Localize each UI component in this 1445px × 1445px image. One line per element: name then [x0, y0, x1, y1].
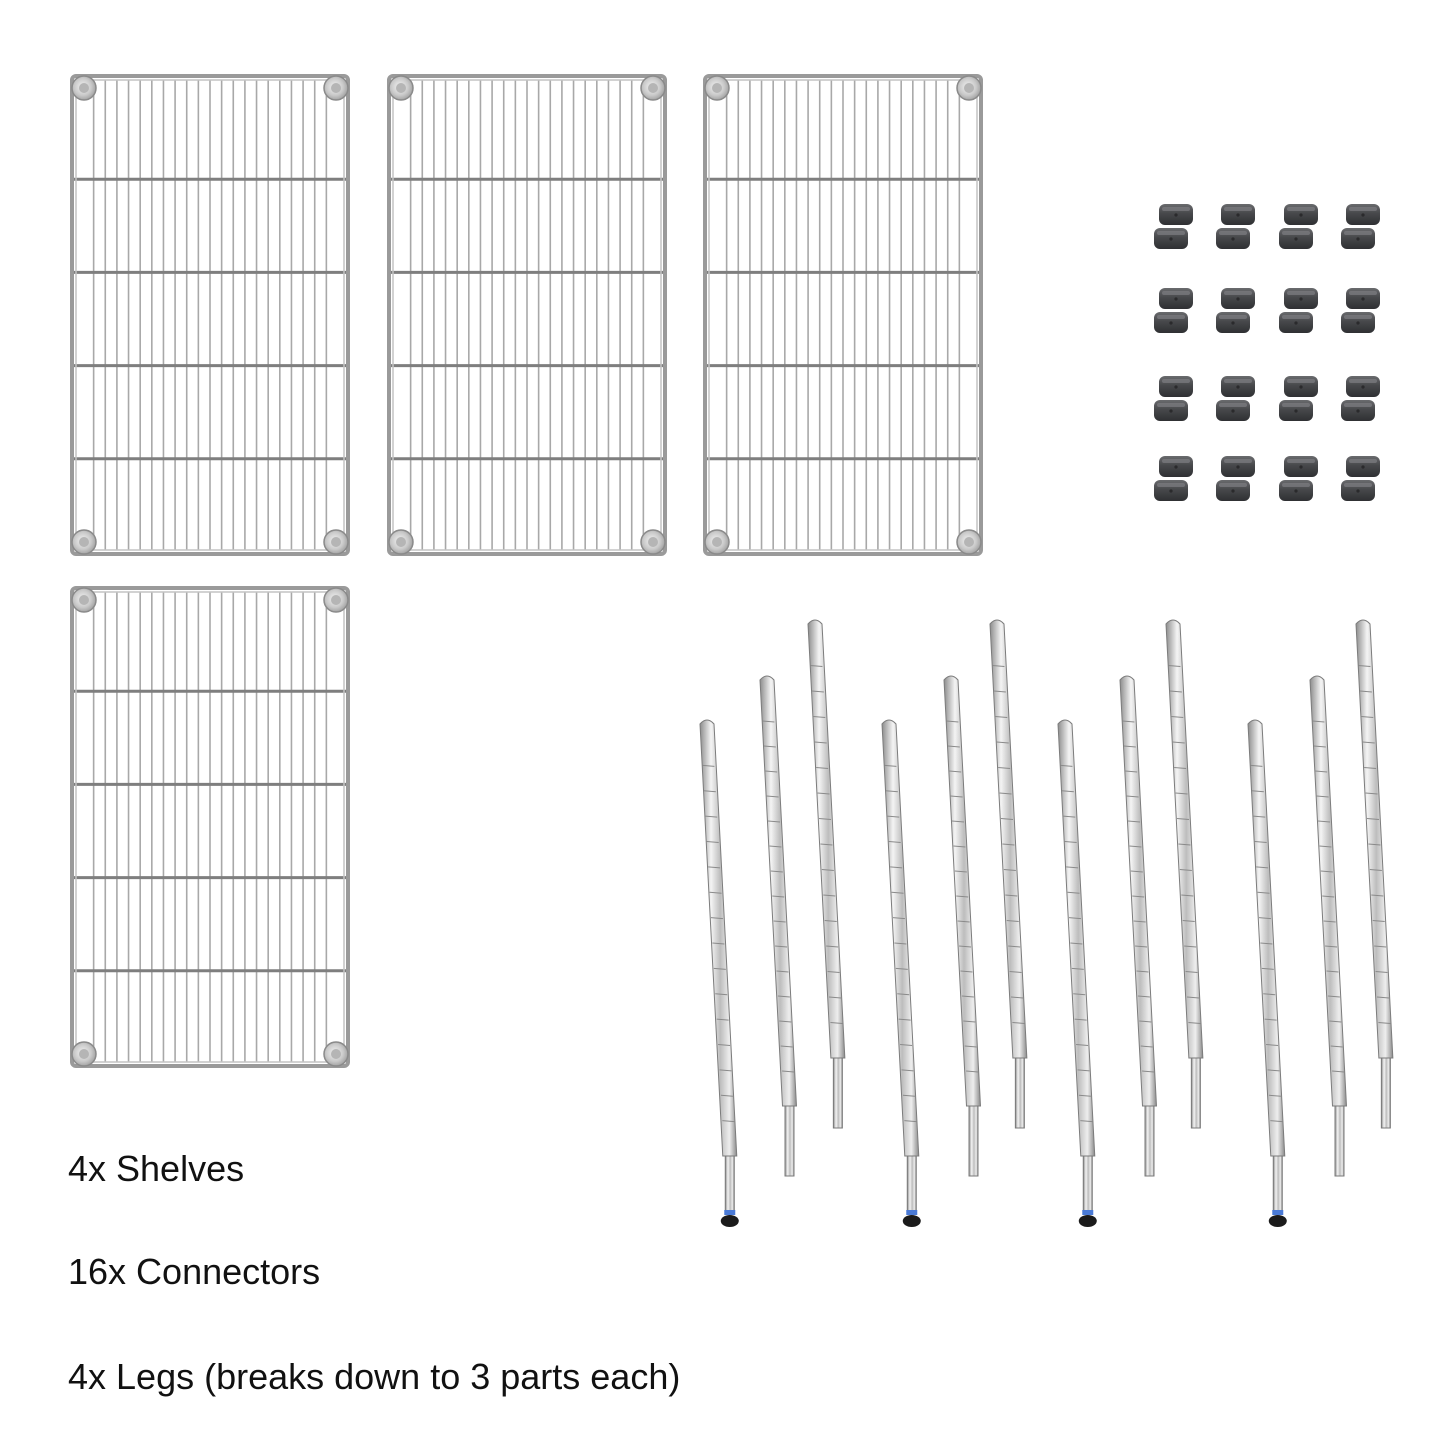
connectors-caption: 16x Connectors [68, 1251, 321, 1292]
wire-shelf-icon [705, 76, 981, 554]
wire-shelf-icon [72, 76, 348, 554]
chrome-pole-icon [944, 676, 981, 1176]
chrome-pole-icon [882, 720, 921, 1227]
chrome-pole-icon [760, 676, 797, 1176]
sleeve-connector-icon [1154, 456, 1193, 501]
chrome-pole-icon [1356, 620, 1393, 1128]
sleeve-connector-icon [1154, 204, 1193, 249]
shelves-caption: 4x Shelves [68, 1148, 245, 1189]
sleeve-connector-icon [1216, 204, 1255, 249]
legs-caption: 4x Legs (breaks down to 3 parts each) [68, 1356, 681, 1397]
sleeve-connector-icon [1216, 376, 1255, 421]
chrome-pole-icon [1310, 676, 1347, 1176]
chrome-pole-icon [990, 620, 1027, 1128]
sleeve-connector-icon [1279, 376, 1318, 421]
sleeve-connector-icon [1341, 456, 1380, 501]
wire-shelf-icon [389, 76, 665, 554]
sleeve-connector-icon [1279, 456, 1318, 501]
sleeve-connector-icon [1279, 204, 1318, 249]
sleeve-connector-icon [1154, 288, 1193, 333]
chrome-pole-icon [700, 720, 739, 1227]
sleeve-connector-icon [1341, 288, 1380, 333]
sleeve-connector-icon [1279, 288, 1318, 333]
chrome-pole-icon [1120, 676, 1157, 1176]
chrome-pole-icon [1166, 620, 1203, 1128]
sleeve-connector-icon [1154, 376, 1193, 421]
sleeve-connector-icon [1341, 204, 1380, 249]
chrome-pole-icon [808, 620, 845, 1128]
sleeve-connector-icon [1216, 288, 1255, 333]
sleeve-connector-icon [1341, 376, 1380, 421]
chrome-pole-icon [1248, 720, 1287, 1227]
sleeve-connector-icon [1216, 456, 1255, 501]
wire-shelf-icon [72, 588, 348, 1066]
chrome-pole-icon [1058, 720, 1097, 1227]
